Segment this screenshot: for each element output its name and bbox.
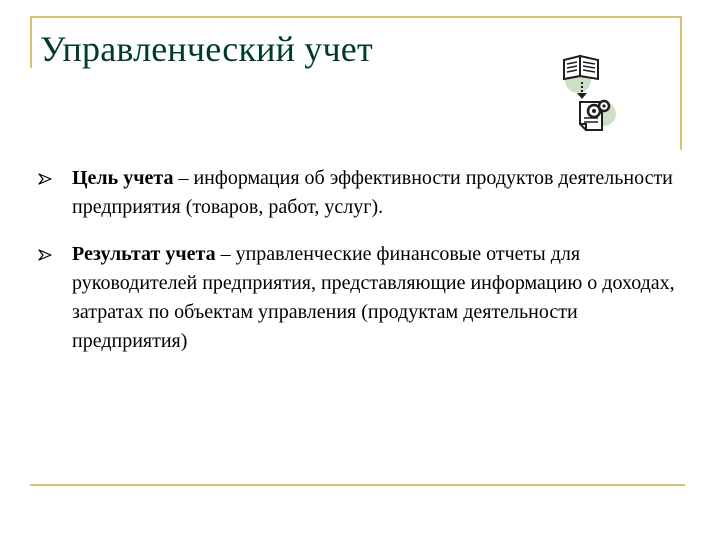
book-to-document-clipart-icon [558,48,628,138]
arrowhead-bullet-icon [38,173,52,185]
bullet-term: Цель учета [72,167,174,189]
bullet-text: – управленческие финансовые отчеты для руководителей предприятия, представляющие информацию о доходах, затратах по объектам управления (продуктам деятельности предприятия) [72,243,675,352]
bullet-term: Результат учета [72,243,216,265]
bullet-text: – информация об эффективности продуктов деятельности предприятия (товаров, работ, услуг). [72,167,673,218]
bullet-item [38,164,678,222]
arrowhead-bullet-icon [38,249,52,261]
slide-title: Управленческий учет [40,29,373,69]
bullet-item [38,240,678,356]
bottom-divider-line [30,484,685,486]
bullet-list [38,164,678,374]
frame-right-line [680,16,682,150]
frame-top-line [30,16,682,18]
frame-left-line [30,16,32,68]
